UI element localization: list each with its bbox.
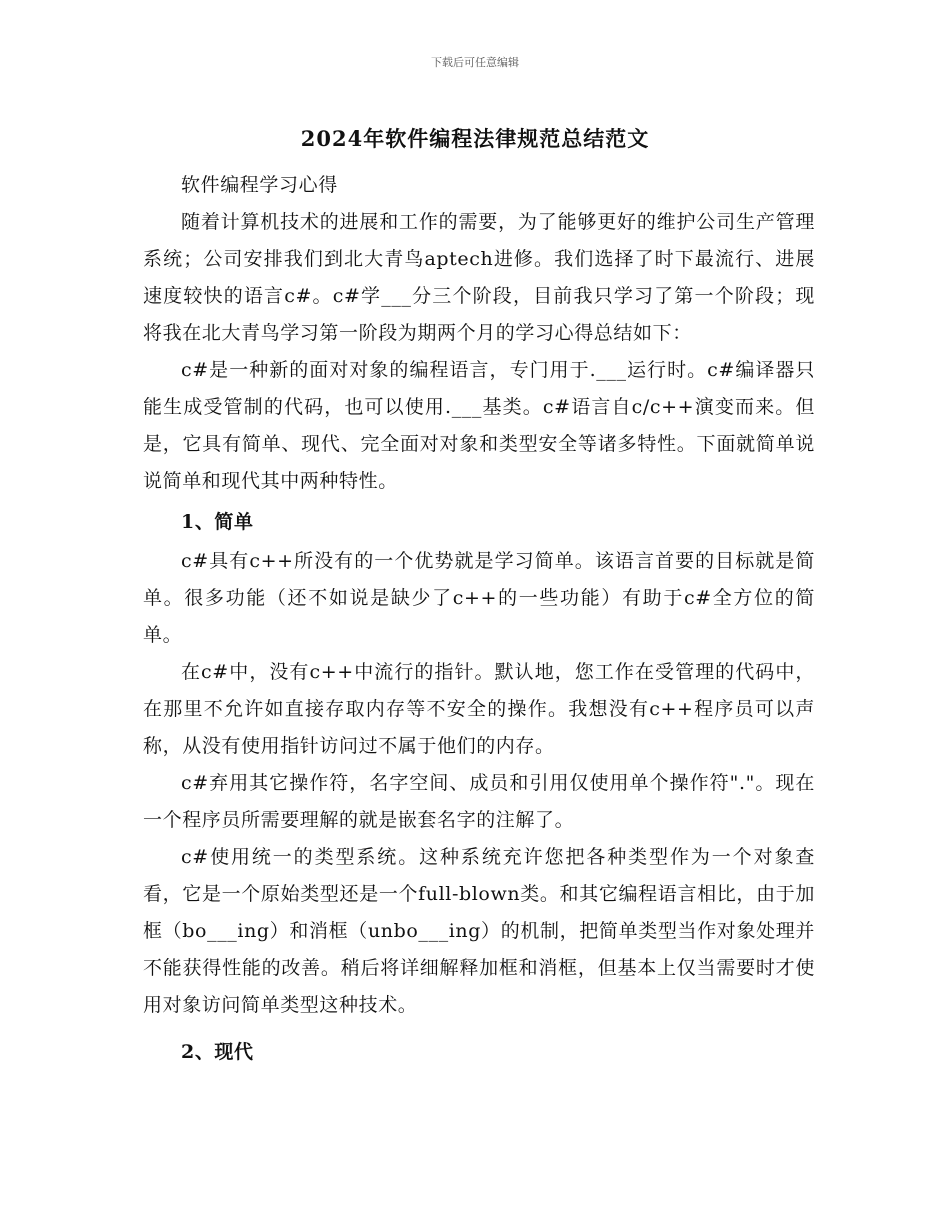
document-title: 2024年软件编程法律规范总结范文 [300, 126, 650, 151]
section-heading-simple: 1、简单 [181, 511, 254, 533]
header-note: 下载后可任意编辑 [431, 56, 519, 69]
document-subtitle: 软件编程学习心得 [181, 174, 338, 196]
paragraph-simple-1: c#具有c++所没有的一个优势就是学习简单。该语言首要的目标就是简单。很多功能（还不如说是缺少了c++的一些功能）有助于c#全方位的简单。 [143, 550, 815, 646]
paragraph-simple-2: 在c#中，没有c++中流行的指针。默认地，您工作在受管理的代码中，在那里不允许如直接存取内存等不安全的操作。我想没有c++程序员可以声称，从没有使用指针访问过不属于他们的内存。 [143, 661, 815, 757]
document-body [143, 167, 815, 1073]
paragraph-csharp-overview: c#是一种新的面对对象的编程语言，专门用于.___运行时。c#编译器只能生成受管制的代码，也可以使用.___基类。c#语言自c/c++演变而来。但是，它具有简单、现代、完全面对对象和类型安全等诸多特性。下面就简单说说简单和现代其中两种特性。 [143, 359, 815, 492]
paragraph-simple-4: c#使用统一的类型系统。这种系统充许您把各种类型作为一个对象查看，它是一个原始类型还是一个full-blown类。和其它编程语言相比，由于加框（bo___ing）和消框（unbo___ing）的机制，把简单类型当作对象处理并不能获得性能的改善。稍后将详细解释加框和消框，但基本上仅当需要时才使用对象访问简单类型这种技术。 [143, 846, 815, 1016]
paragraph-intro: 随着计算机技术的进展和工作的需要，为了能够更好的维护公司生产管理系统；公司安排我们到北大青鸟aptech进修。我们选择了时下最流行、进展速度较快的语言c#。c#学___分三个阶段，目前我只学习了第一个阶段；现将我在北大青鸟学习第一阶段为期两个月的学习心得总结如下： [143, 211, 815, 344]
section-heading-modern: 2、现代 [181, 1041, 254, 1063]
paragraph-simple-3: c#弃用其它操作符，名字空间、成员和引用仅使用单个操作符"."。现在一个程序员所需要理解的就是嵌套名字的注解了。 [143, 772, 815, 831]
